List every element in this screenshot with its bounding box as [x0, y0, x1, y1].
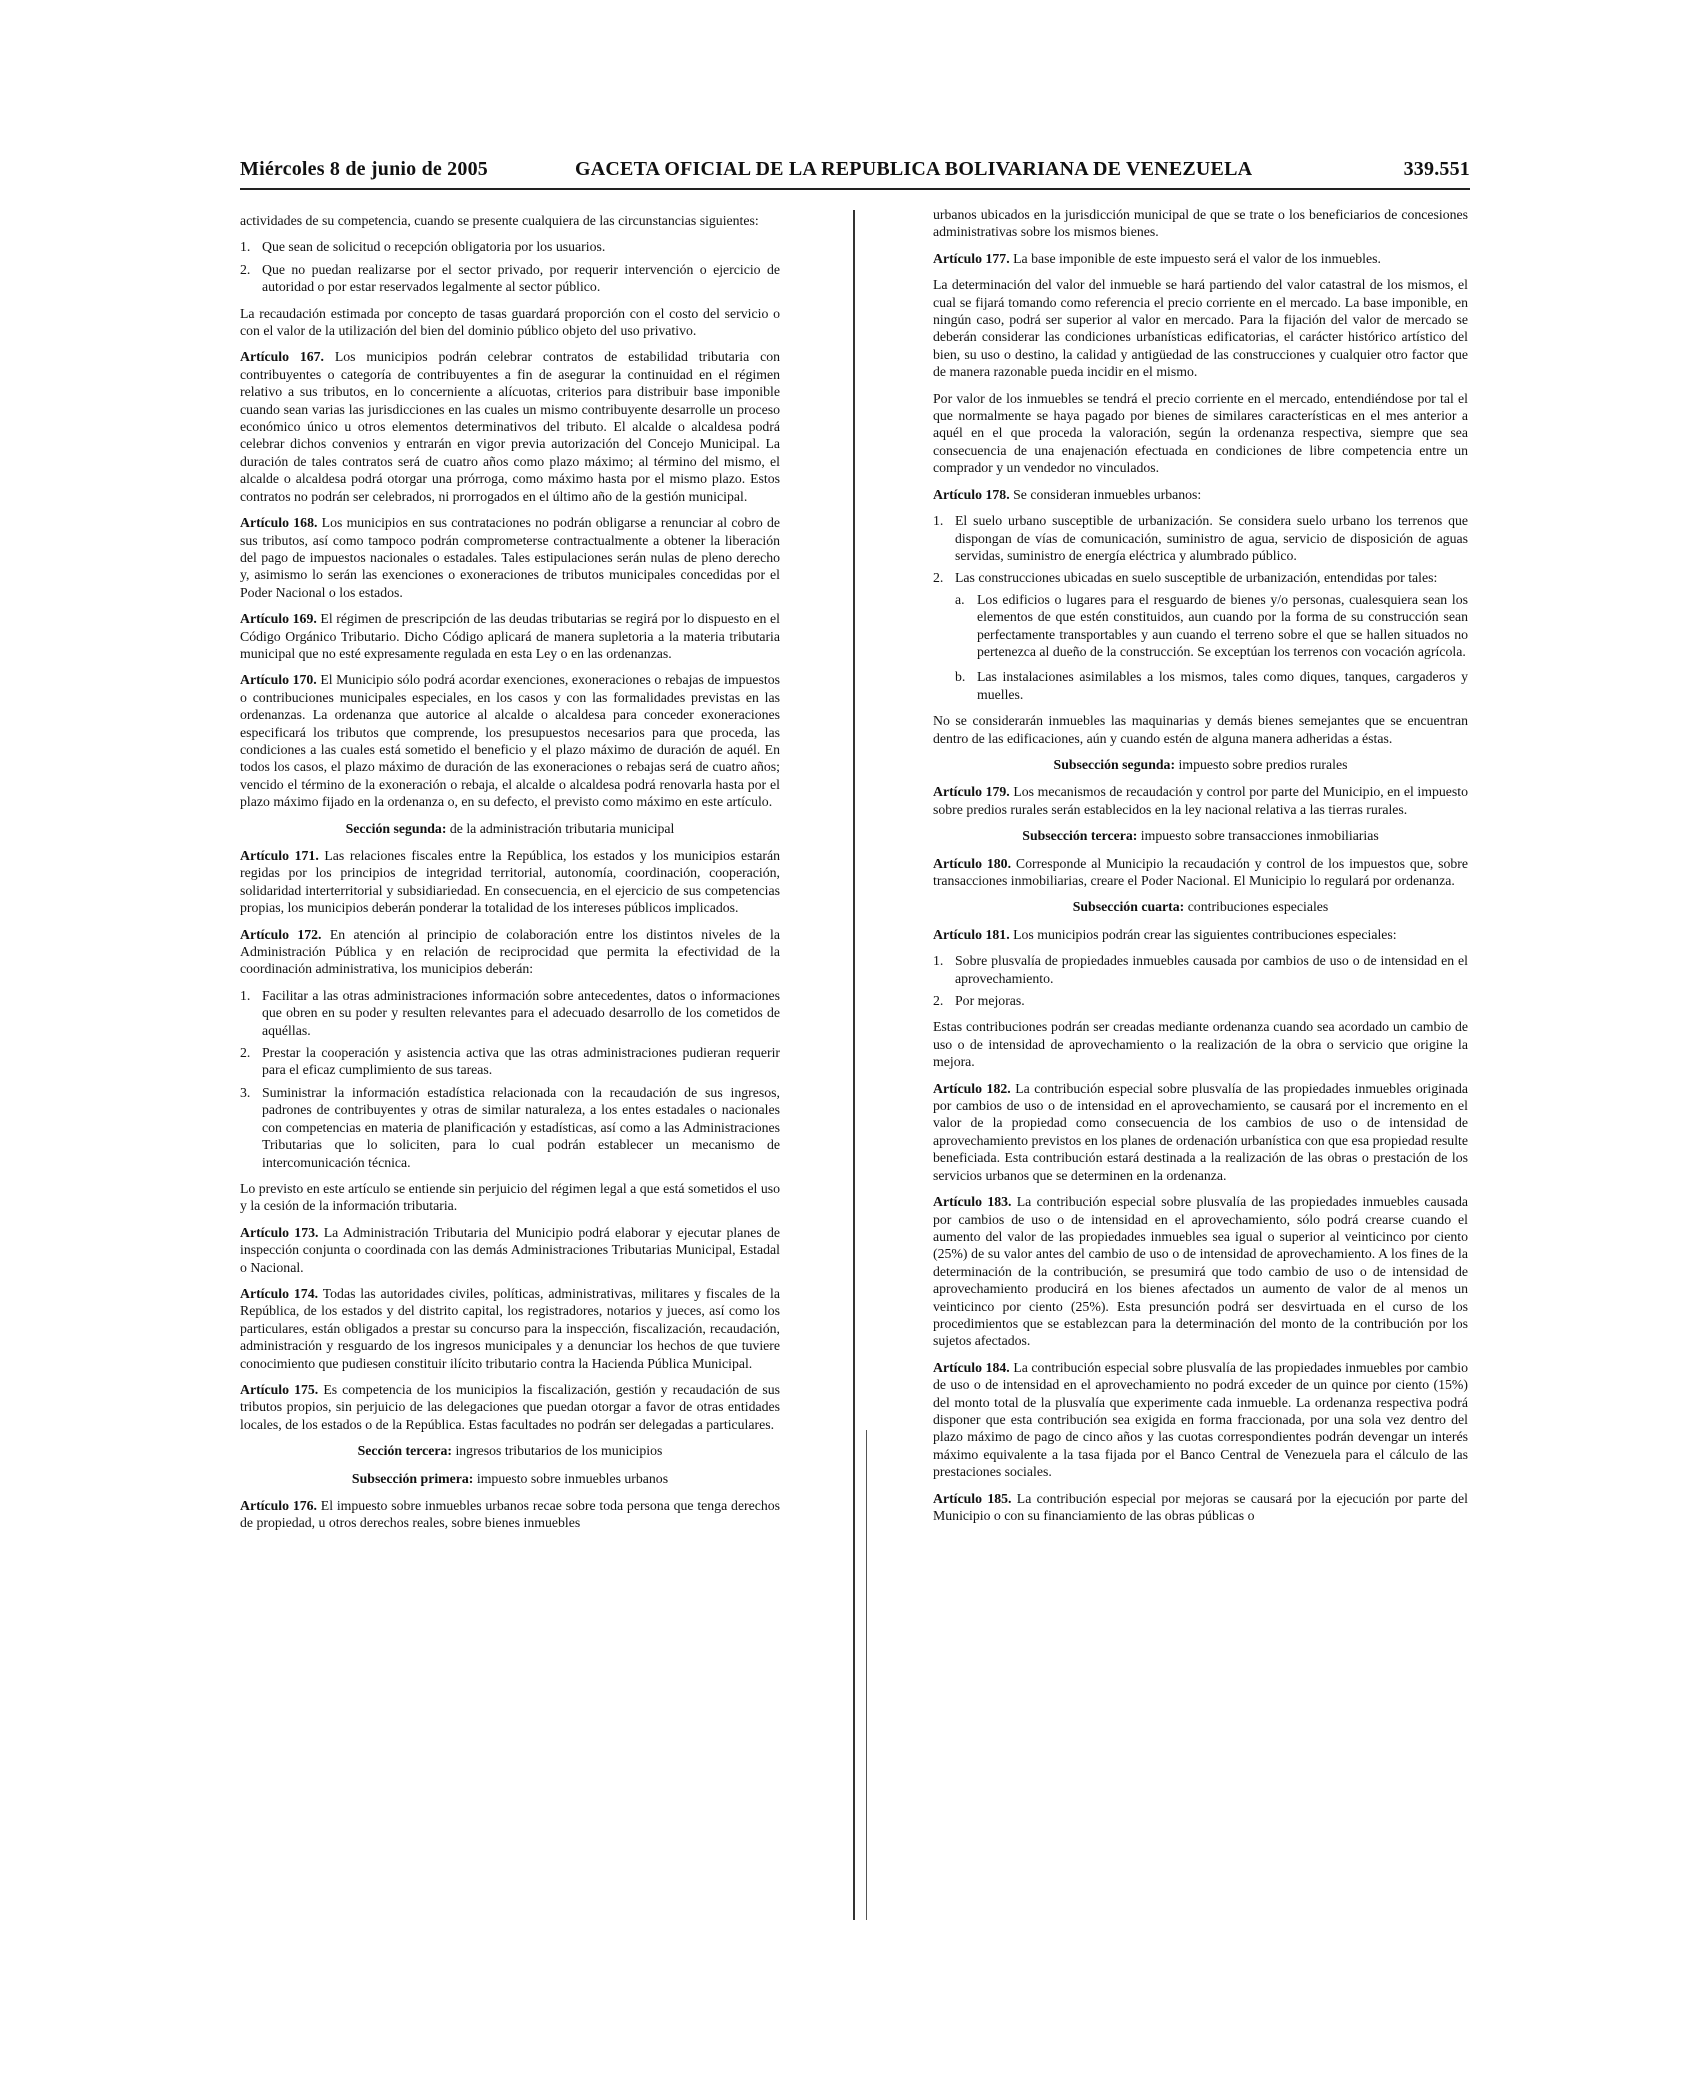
- article-172: [240, 926, 780, 978]
- item-text: Los edificios o lugares para el resguardo de bienes y/o personas, cualesquiera sean los elementos de que estén constituidos, aun cuando por la forma de su construcción sean perfectamente transportables y aun cuando el terreno sobre el que se hallen situados no pertenezca al dueño de la construcción. Se exceptúan los terrenos con vocación agrícola.: [977, 591, 1468, 659]
- left-column: [240, 212, 780, 1541]
- article-label: Artículo 173.: [240, 1224, 319, 1240]
- section-text: ingresos tributarios de los municipios: [455, 1443, 663, 1459]
- article-label: Artículo 172.: [240, 926, 322, 942]
- article-label: Artículo 184.: [933, 1359, 1010, 1375]
- subsection-heading: [933, 827, 1468, 844]
- article-180: [933, 855, 1468, 890]
- section-heading: [240, 1442, 780, 1459]
- article-172-tail: Lo previsto en este artículo se entiende sin perjuicio del régimen legal a que está sometidos el uso y la cesión de la información tributaria.: [240, 1180, 780, 1214]
- article-177-paragraph-3: Por valor de los inmuebles se tendrá el precio corriente en el mercado, entendiéndose por tal el que normalmente se haya pagado por bienes de similares características en el mes anterior a aquél en el que proceda la valoración, según la ordenanza respectiva, siempre que sea consecuencia de una enajenación efectuada en condiciones de libre competencia entre un comprador y un vendedor no vinculados.: [933, 390, 1468, 476]
- recaudacion-paragraph: La recaudación estimada por concepto de tasas guardará proporción con el costo del servicio o con el valor de la utilización del bien del dominio público objeto del uso privativo.: [240, 305, 780, 339]
- article-label: Artículo 181.: [933, 926, 1010, 942]
- article-182: [933, 1080, 1468, 1184]
- item-number: 2.: [240, 1045, 251, 1061]
- sublist-item: [955, 668, 1468, 703]
- subsection-heading: [240, 1470, 780, 1487]
- list-item: [933, 952, 1468, 987]
- article-172-list: [240, 987, 780, 1171]
- subsection-label: Subsección primera:: [351, 1470, 474, 1486]
- article-text: Corresponde al Municipio la recaudación y control de los impuestos que, sobre transacciones inmobiliarias, creare el Poder Nacional. El Municipio lo regulará por ordenanza.: [933, 855, 1468, 888]
- article-text: La contribución especial sobre plusvalía de las propiedades inmuebles por cambio de uso o de intensidad en el aprovechamiento no podrá exceder de un quince por ciento (15%) del monto total de la plusvalía que experimente cada inmueble. La ordenanza respectiva podrá disponer que esta contribución sea exigida en forma fraccionada, por una sola vez dentro del plazo máximo de pago de cinco años y las cuotas correspondientes podrán devengar un interés máximo equivalente a la tasa fijada por el Banco Central de Venezuela para el cálculo de las prestaciones sociales.: [933, 1359, 1468, 1480]
- item-text: Facilitar a las otras administraciones información sobre antecedentes, datos o informaciones que obren en su poder y resulten relevantes para el adecuado desarrollo de los cometidos de aquéllas.: [262, 987, 780, 1038]
- header-page-number: 339.551: [1403, 158, 1470, 180]
- list-item: [933, 992, 1468, 1009]
- sublist-item: [955, 591, 1468, 661]
- item-text: Las construcciones ubicadas en suelo susceptible de urbanización, entendidas por tales:: [955, 570, 1438, 586]
- article-174: [240, 1285, 780, 1372]
- article-label: Artículo 167.: [240, 349, 325, 365]
- article-label: Artículo 182.: [933, 1080, 1011, 1096]
- subsection-heading: [933, 898, 1468, 915]
- article-167: [240, 348, 780, 505]
- page-header: [240, 156, 1470, 190]
- column-divider: [853, 210, 855, 1920]
- item-number: 1.: [240, 987, 251, 1003]
- article-label: Artículo 175.: [240, 1381, 319, 1397]
- item-number: 2.: [240, 261, 251, 277]
- article-173: [240, 1224, 780, 1276]
- article-text: La base imponible de este impuesto será el valor de los inmuebles.: [1013, 250, 1381, 266]
- item-number: 1.: [240, 239, 251, 255]
- article-label: Artículo 177.: [933, 250, 1010, 266]
- article-183: [933, 1193, 1468, 1350]
- item-number: 1.: [933, 513, 944, 529]
- item-text: Que sean de solicitud o recepción obligatoria por los usuarios.: [262, 239, 606, 255]
- article-text: Se consideran inmuebles urbanos:: [1013, 486, 1202, 502]
- item-number: 2.: [933, 570, 944, 586]
- article-text: La contribución especial sobre plusvalía de las propiedades inmuebles causada por cambios de uso o de intensidad en el aprovechamiento, sólo podrá crearse cuando el aumento del valor de las propiedades inmuebles sea igual o superior al veinticinco por ciento (25%) de su valor antes del cambio de uso o de intensidad de aprovechamiento. A los fines de la determinación de la contribución, se presumirá que todo cambio de uso o de intensidad de aprovechamiento producirá en los bienes afectados un aumento de valor de al menos un veinticinco por ciento (25%). Esta presunción podrá ser desvirtuada en el curso de los procedimientos que se establezcan para la determinación del monto de la contribución por los sujetos afectados.: [933, 1194, 1468, 1349]
- article-text: Las relaciones fiscales entre la República, los estados y los municipios estarán regidas por los principios de integridad territorial, autonomía, coordinación, cooperación, solidaridad interterritorial y subsidiariedad. En consecuencia, en el ejercicio de sus competencias propias, los municipios deberán ponderar la totalidad de los intereses públicos implicados.: [240, 848, 781, 916]
- article-text: Los municipios en sus contrataciones no podrán obligarse a renunciar al cobro de sus tributos, así como tampoco podrán comprometerse contractualmente a obtener la liberación del pago de impuestos nacionales o estadales. Tales estipulaciones serán nulas de pleno derecho y, asimismo lo serán las exenciones o exoneraciones de tributos municipales concedidas por el Poder Nacional o los estados.: [240, 515, 781, 600]
- article-178-sublist: [955, 591, 1468, 703]
- article-text: Los mecanismos de recaudación y control por parte del Municipio, en el impuesto sobre predios rurales serán establecidos en la ley nacional relativa a las tierras rurales.: [933, 784, 1469, 817]
- article-text: Los municipios podrán crear las siguientes contribuciones especiales:: [1013, 926, 1397, 942]
- article-label: Artículo 185.: [933, 1490, 1012, 1506]
- article-181-tail: Estas contribuciones podrán ser creadas mediante ordenanza cuando sea acordado un cambio de uso o de intensidad de aprovechamiento o la realización de la obra o servicio que origine la mejora.: [933, 1019, 1468, 1070]
- item-text: Sobre plusvalía de propiedades inmuebles causada por cambios de uso o de intensidad en el aprovechamiento.: [955, 953, 1468, 986]
- header-title: GACETA OFICIAL DE LA REPUBLICA BOLIVARIANA DE VENEZUELA: [575, 158, 1253, 180]
- section-text: de la administración tributaria municipal: [449, 820, 675, 836]
- continuation-paragraph: urbanos ubicados en la jurisdicción municipal de que se trate o los beneficiarios de concesiones administrativas sobre los mismos bienes.: [933, 207, 1468, 240]
- item-text: Que no puedan realizarse por el sector privado, por requerir intervención o ejercicio de autoridad o por estar reservados legalmente al sector público.: [262, 261, 780, 295]
- item-number: 1.: [933, 953, 944, 969]
- list-item: [240, 238, 780, 255]
- article-label: Artículo 170.: [240, 672, 317, 688]
- article-text: Es competencia de los municipios la fiscalización, gestión y recaudación de sus tributos propios, sin perjuicio de las delegaciones que puedan otorgar a favor de otras entidades locales, de los estados o de la República. Estas facultades no podrán ser delegadas a particulares.: [240, 1381, 781, 1432]
- article-168: [240, 514, 780, 601]
- list-item: [933, 512, 1468, 564]
- article-177: [933, 250, 1468, 267]
- subsection-text: impuesto sobre inmuebles urbanos: [476, 1470, 669, 1486]
- article-176: [240, 1497, 780, 1532]
- article-text: El régimen de prescripción de las deudas tributarias se regirá por lo dispuesto en el Código Orgánico Tributario. Dicho Código aplicará de manera supletoria a la materia tributaria municipal que no esté expresamente regulada en esta Ley o en las ordenanzas.: [240, 611, 780, 661]
- article-178: [933, 486, 1468, 503]
- item-text: Por mejoras.: [955, 993, 1025, 1009]
- article-178-tail: No se considerarán inmuebles las maquinarias y demás bienes semejantes que se encuentran dentro de las edificaciones, aún y cuando estén de alguna manera adheridas a éstas.: [933, 713, 1468, 746]
- list-item: [933, 569, 1468, 703]
- item-letter: b.: [955, 669, 966, 685]
- article-169: [240, 610, 780, 662]
- article-label: Artículo 169.: [240, 611, 317, 627]
- article-text: El Municipio sólo podrá acordar exenciones, exoneraciones o rebajas de impuestos o contribuciones municipales especiales, en los casos y con las formalidades previstas en las ordenanzas. La ordenanza que autorice al alcalde o alcaldesa para conceder exoneraciones especificará los tributos que comprende, los presupuestos necesarios para que proceda, las condiciones a las cuales está sometido el beneficio y el plazo máximo de duración de aquél. En todos los casos, el plazo máximo de duración de las exoneraciones o rebajas será de cuatro años; vencido el término de la exoneración o rebaja, el alcalde o alcaldesa podrá renovarla hasta por el plazo máximo fijado en la ordenanza o, en su defecto, el previsto como máximo en este artículo.: [240, 672, 780, 810]
- article-label: Artículo 183.: [933, 1194, 1012, 1210]
- item-letter: a.: [955, 591, 965, 607]
- section-heading: [240, 820, 780, 837]
- item-text: Prestar la cooperación y asistencia activa que las otras administraciones pudieran requerir para el eficaz cumplimiento de sus tareas.: [262, 1045, 780, 1078]
- subsection-text: impuesto sobre predios rurales: [1178, 756, 1348, 772]
- article-label: Artículo 176.: [240, 1498, 317, 1513]
- list-item: [240, 1044, 780, 1079]
- article-label: Artículo 171.: [240, 848, 319, 863]
- subsection-heading: [933, 756, 1468, 773]
- item-text: El suelo urbano susceptible de urbanización. Se considera suelo urbano los terrenos que dispongan de vías de comunicación, suministro de agua, servicio de disposición de aguas servidas, suministro de energía eléctrica y alumbrado público.: [955, 513, 1468, 563]
- article-label: Artículo 168.: [240, 515, 318, 531]
- column-divider-secondary: [866, 1430, 867, 1920]
- right-column: [933, 206, 1468, 1533]
- item-number: 3.: [240, 1084, 251, 1100]
- article-184: [933, 1359, 1468, 1481]
- article-label: Artículo 178.: [933, 486, 1010, 502]
- article-text: Los municipios podrán celebrar contratos de estabilidad tributaria con contribuyentes o categoría de contribuyentes a fin de asegurar la continuidad en el régimen relativo a sus tributos, en lo concerniente a alícuotas, criterios para distribuir base imponible cuando sean varias las jurisdicciones en las cuales un mismo contribuyente desarrolle un proceso económico único u otros elementos determinativos del tributo. El alcalde o alcaldesa podrá celebrar dichos convenios y entrarán en vigor previa autorización del Concejo Municipal. La duración de tales contratos será de cuatro años como plazo máximo; al término del mismo, el alcalde o alcaldesa podrá otorgar una prórroga, como máximo hasta por el mismo plazo. Estos contratos no podrán ser celebrados, ni prorrogados en el último año de la gestión municipal.: [240, 349, 781, 504]
- subsection-label: Subsección tercera:: [1022, 828, 1138, 844]
- intro-paragraph: actividades de su competencia, cuando se presente cualquiera de las circunstancias siguientes:: [240, 213, 759, 228]
- list-item: [240, 261, 780, 296]
- article-text: En atención al principio de colaboración entre los distintos niveles de la Administración Pública y en relación de reciprocidad que permita la efectividad de la coordinación administrativa, los municipios deberán:: [240, 926, 780, 977]
- article-185: [933, 1490, 1468, 1525]
- header-date: Miércoles 8 de junio de 2005: [240, 158, 488, 180]
- article-181-list: [933, 952, 1468, 1009]
- subsection-text: impuesto sobre transacciones inmobiliarias: [1140, 828, 1379, 844]
- subsection-label: Subsección cuarta:: [1072, 899, 1185, 915]
- subsection-text: contribuciones especiales: [1187, 899, 1329, 915]
- article-179: [933, 783, 1468, 818]
- article-178-list: [933, 512, 1468, 703]
- article-label: Artículo 174.: [240, 1285, 319, 1301]
- intro-list: [240, 238, 780, 295]
- article-text: La contribución especial por mejoras se causará por la ejecución por parte del Municipio o con su financiamiento de las obras públicas o: [933, 1490, 1469, 1523]
- article-170: [240, 671, 780, 810]
- article-181: [933, 926, 1468, 943]
- article-177-paragraph-2: La determinación del valor del inmueble se hará partiendo del valor catastral de los mismos, el cual se fijará tomando como referencia el precio corriente en el mercado. La base imponible, en ningún caso, podrá ser superior al valor en mercado. Para la fijación del valor de mercado se deberán considerar las condiciones urbanísticas edificatorias, el carácter histórico artístico del bien, su uso o destino, la calidad y antigüedad de las construcciones y cualquier otro factor que de manera razonable pueda incidir en el mismo.: [933, 277, 1468, 380]
- article-label: Artículo 180.: [933, 855, 1012, 871]
- article-text: Todas las autoridades civiles, políticas, administrativas, militares y fiscales de la República, de los estados y del distrito capital, los registradores, notarios y jueces, así como los particulares, están obligados a prestar su concurso para la inspección, fiscalización, recaudación, administración y resguardo de los ingresos municipales y a denunciar los hechos de que tuviere conocimiento que pudiesen constituir ilícito tributario contra la Hacienda Pública Municipal.: [240, 1285, 780, 1371]
- item-number: 2.: [933, 993, 944, 1009]
- section-label: Sección tercera:: [357, 1443, 452, 1459]
- item-text: Las instalaciones asimilables a los mismos, tales como diques, tanques, cargaderos y muelles.: [977, 669, 1468, 702]
- list-item: [240, 1084, 780, 1171]
- article-label: Artículo 179.: [933, 784, 1010, 800]
- article-171: [240, 847, 780, 917]
- article-text: La contribución especial sobre plusvalía de las propiedades inmuebles originada por cambios de uso o de intensidad en el aprovechamiento, se causará por el incremento en el valor de la propiedad como consecuencia de los cambios de uso o de intensidad de aprovechamiento previstos en los planes de ordenación urbanística con que esa propiedad resulte beneficiada. Esta contribución estará destinada a la realización de las obras o prestación de los servicios urbanos que se determinen en la ordenanza.: [933, 1080, 1469, 1183]
- article-text: El impuesto sobre inmuebles urbanos recae sobre toda persona que tenga derechos de propiedad, u otros derechos reales, sobre bienes inmuebles: [240, 1498, 781, 1531]
- list-item: [240, 987, 780, 1039]
- article-175: [240, 1381, 780, 1433]
- item-text: Suministrar la información estadística relacionada con la recaudación de sus ingresos, padrones de contribuyentes y otras de similar naturaleza, a los entes estadales o nacionales con competencias en materia de planificación y estadísticas, así como a las Administraciones Tributarias que lo soliciten, para lo cual podrán establecer un mecanismo de intercomunicación técnica.: [262, 1084, 780, 1170]
- article-text: La Administración Tributaria del Municipio podrá elaborar y ejecutar planes de inspección conjunta o coordinada con las demás Administraciones Tributarias Municipal, Estadal o Nacional.: [240, 1224, 780, 1275]
- section-label: Sección segunda:: [345, 820, 447, 836]
- subsection-label: Subsección segunda:: [1053, 756, 1176, 772]
